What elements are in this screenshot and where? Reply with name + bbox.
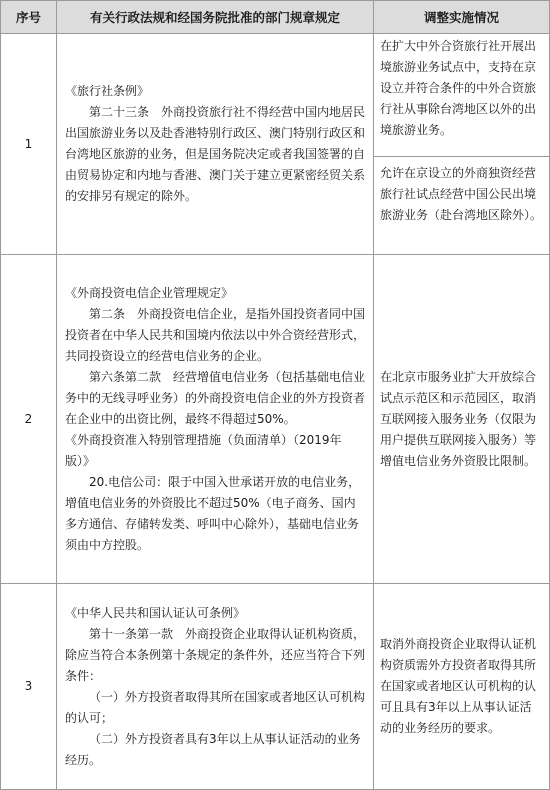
adjustment-item: 允许在京设立的外商独资经营旅行社试点经营中国公民出境旅游业务（赴台湾地区除外）。	[374, 156, 549, 232]
adjustment-cell	[374, 255, 550, 584]
law-clause: 20.电信公司：限于中国入世承诺开放的电信业务，增值电信业务的外资股比不超过50%（电子商务、国内多方通信、存储转发类、呼叫中心除外），基础电信业务须由中方控股。	[65, 474, 361, 552]
regulation-cell	[57, 584, 374, 790]
law-title: 《中华人民共和国认证认可条例》	[65, 605, 246, 620]
table-row	[1, 584, 550, 790]
table-row	[1, 34, 550, 255]
adjustment-item: 在北京市服务业扩大开放综合试点示范区和示范园区，取消互联网接入服务业务（仅限为用户提供互联网接入服务）等增值电信业务外资股比限制。	[380, 369, 537, 468]
law-clause: 第十一条第一款 外商投资企业取得认证机构资质，除应当符合本条例第十条规定的条件外，还应当符合下列条件：	[65, 626, 366, 683]
adjustment-item: 取消外商投资企业取得认证机构资质需外方投资者取得其所在国家或者地区认可机构的认可且具有3年以上从事认证活动的业务经历的要求。	[380, 637, 537, 735]
law-clause: （二）外方投资者具有3年以上从事认证活动的业务经历。	[65, 731, 361, 767]
header-regulations: 有关行政法规和经国务院批准的部门规章规定	[57, 1, 374, 34]
row-number: 1	[1, 34, 57, 255]
law-title: 《外商投资电信企业管理规定》	[65, 285, 234, 300]
law-clause: 第六条第二款 经营增值电信业务（包括基础电信业务中的无线寻呼业务）的外商投资电信企业的外方投资者在企业中的出资比例，最终不得超过50%。	[65, 369, 366, 426]
adjustment-cell	[374, 584, 550, 790]
header-serial-number: 序号	[1, 1, 57, 34]
law-title: 《外商投资准入特别管理措施（负面清单）（2019年版）》	[65, 432, 342, 468]
row-number: 2	[1, 255, 57, 584]
adjustment-item: 在扩大中外合资旅行社开展出境旅游业务试点中，支持在京设立并符合条件的中外合资旅行社从事除台湾地区以外的出境旅游业务。	[380, 39, 537, 137]
adjustment-cell	[374, 34, 550, 255]
law-clause: 第二条 外商投资电信企业，是指外国投资者同中国投资者在中华人民共和国境内依法以中外合资经营形式，共同投资设立的经营电信业务的企业。	[65, 306, 366, 363]
table-header-row	[1, 1, 550, 34]
regulation-cell	[57, 255, 374, 584]
regulation-cell	[57, 34, 374, 255]
row-number: 3	[1, 584, 57, 790]
law-clause: 第二十三条 外商投资旅行社不得经营中国内地居民出国旅游业务以及赴香港特别行政区、澳门特别行政区和台湾地区旅游的业务，但是国务院决定或者我国签署的自由贸易协定和内地与香港、澳门关于建立更紧密经贸关系的安排另有规定的除外。	[65, 105, 366, 203]
table-row	[1, 255, 550, 584]
law-title: 《旅行社条例》	[65, 84, 150, 98]
header-adjustment: 调整实施情况	[374, 1, 550, 34]
law-clause: （一）外方投资者取得其所在国家或者地区认可机构的认可；	[65, 689, 366, 725]
